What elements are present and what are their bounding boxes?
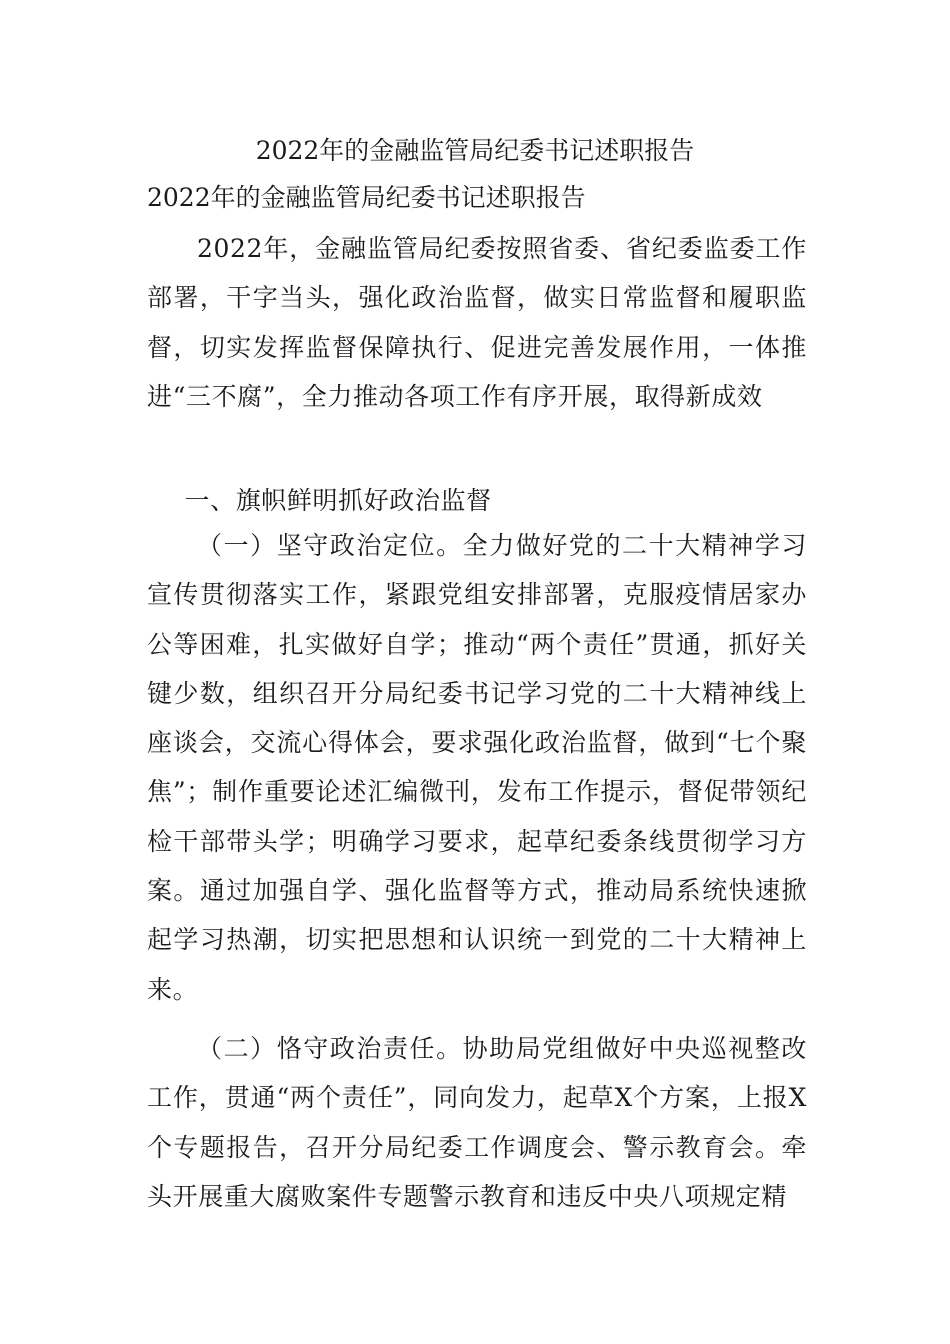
document-title: 2022年的金融监管局纪委书记述职报告 <box>255 136 695 165</box>
section-item-paragraph: （一）坚守政治定位。全力做好党的二十大精神学习宣传贯彻落实工作，紧跟党组安排部署，克服疫情居家办公等困难，扎实做好自学；推动“两个责任”贯通，抓好关键少数，组织召开分局纪委书记学习党的二十大精神线上座谈会，交流心得体会，要求强化政治监督，做到“七个聚焦”；制作重要论述汇编微刊，发布工作提示，督促带领纪检干部带头学；明确学习要求，起草纪委条线贯彻学习方案。通过加强自学、强化监督等方式，推动局系统快速掀起学习热潮，切实把思想和认识统一到党的二十大精神上来。 <box>147 531 807 1004</box>
document-subtitle: 2022年的金融监管局纪委书记述职报告 <box>147 183 586 212</box>
section-heading: 一、旗帜鲜明抓好政治监督 <box>184 486 492 515</box>
intro-paragraph: 2022年，金融监管局纪委按照省委、省纪委监委工作部署，干字当头，强化政治监督，做实日常监督和履职监督，切实发挥监督保障执行、促进完善发展作用，一体推进“三不腐”，全力推动各项工作有序开展，取得新成效 <box>147 234 807 411</box>
section-item-paragraph: （二）恪守政治责任。协助局党组做好中央巡视整改工作，贯通“两个责任”，同向发力，起草X个方案，上报X个专题报告，召开分局纪委工作调度会、警示教育会。牵头开展重大腐败案件专题警示教育和违反中央八项规定精 <box>147 1034 807 1211</box>
